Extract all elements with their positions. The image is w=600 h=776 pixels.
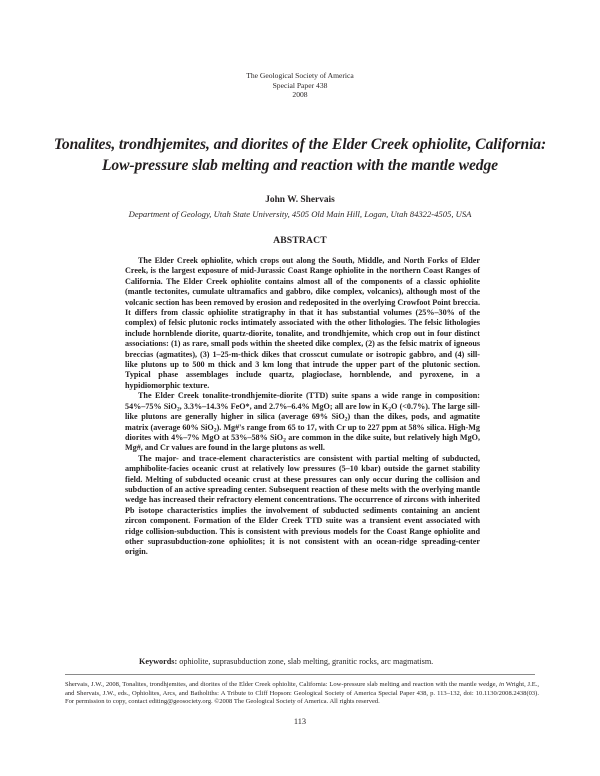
society-name: The Geological Society of America — [246, 71, 354, 80]
subscript: 2 — [283, 437, 286, 444]
abstract-heading: ABSTRACT — [273, 235, 327, 246]
abstract-body — [125, 256, 480, 558]
citation-footnote — [65, 681, 539, 707]
subscript: 2 — [344, 416, 348, 423]
subscript: 2 — [213, 427, 217, 433]
footer-divider — [65, 674, 535, 675]
abstract-p2-text: The Elder Creek tonalite-trondhjemite-diorite (TTD) suite spans a wide range in composition: 54%–75% SiO — [125, 391, 480, 411]
abstract-paragraph-1: The Elder Creek ophiolite, which crops out along the South, Middle, and North Forks of Elder Creek, is the largest exposure of mid-Jurassic Coast Range ophiolite in the northern Coast Ranges of California. The Elder Creek ophiolite contains almost all of the components of a classic ophiolite (mantle tectonites, cumulate ultramafics and gabbro, dike complex, volcanics), although most of the volcanic section has been removed by erosion and redeposited in the overlying Crowfoot Point breccia. It differs from classic ophiolite stratigraphy in that it has substantial volumes (25%–30% of the complex) of felsic plutonic rocks intimately associated with the other lithologies. The felsic lithologies include hornblende diorite, quartz-diorite, tonalite, and trondhjemite, which crop out in four distinct associations: (1) as rare, small pods within the sheeted dike complex, (2) as the felsic matrix of igneous breccias (agmatites), (3) 1–25-m-thick dikes that crosscut cumulate or isotropic gabbro, and (4) sill-like plutons up to 500 m thick and 3 km long that intrude the upper part of the plutonic section. Typical phase assemblages include quartz, plagioclase, hornblende, and pyroxene, in a hypidiomorphic texture. — [125, 256, 480, 390]
citation-part-1: Shervais, J.W., 2008, Tonalites, trondhjemites, and diorites of the Elder Creek ophiolite, California: Low-pressure slab melting and reaction with the mantle wedge, — [65, 681, 498, 688]
abstract-p2-text: ) than the dikes, pods, and agmatite matrix (average 60% SiO — [125, 412, 480, 432]
abstract-p2-text: , 3.3%–14.3% FeO*, and 2.7%–6.4% MgO; all are low in K — [179, 401, 389, 411]
series-name: Special Paper 438 — [272, 80, 328, 90]
citation-in: in — [499, 681, 505, 688]
author-affiliation: Department of Geology, Utah State University, 4505 Old Main Hill, Logan, Utah 84322-4505, USA — [128, 209, 472, 219]
series-year: 2008 — [292, 90, 308, 100]
keywords-label: Keywords: — [139, 657, 178, 666]
keywords — [139, 657, 489, 667]
abstract-p2-text: are common in the dike suite, but relatively high MgO, Mg#, and Cr values are found in the large plutons as well. — [125, 432, 480, 453]
page-number: 113 — [293, 717, 307, 726]
abstract-paragraph-3: The major- and trace-element characteristics are consistent with partial melting of subducted, amphibolite-facies oceanic crust at relatively low pressures (5–10 kbar) outside the garnet stability field. Melting of subducted oceanic crust at these pressures can only occur during the collision and subduction of an active spreading center. Subsequent reaction of these melts with the overlying mantle wedge has increased their refractory element concentrations. The occurrence of zircons with inherited Pb isotope characteristics implies the involvement of subducted sediments containing an ancient zircon component. Formation of the Elder Creek TTD suite was a transient event associated with ridge collision-subduction. This is consistent with previous models for the Coast Range ophiolite and other suprasubduction-zone ophiolites; it is not consistent with an ocean-ridge spreading-center origin. — [125, 453, 480, 557]
series-header — [0, 71, 600, 100]
paper-title: Tonalites, trondhjemites, and diorites of the Elder Creek ophiolite, California: Low-pressure slab melting and reaction with the mantle wedge — [53, 136, 547, 174]
abstract-p2-text: ). Mg#'s range from 65 to 17, with Cr up to 227 ppm at 58% silica. High-Mg diorites with 4%–7% MgO at 53%–58% SiO — [125, 422, 480, 442]
subscript: 2 — [388, 406, 392, 413]
keywords-text: ophiolite, suprasubduction zone, slab melting, granitic rocks, arc magmatism. — [179, 657, 434, 666]
subscript: 2 — [176, 406, 180, 413]
citation-part-2: Wright, J.E., and Shervais, J.W., eds., Ophiolites, Arcs, and Batholiths: A Tribute to Cliff Hopson: Geological Society of America Special Paper 438, p. 113–132, doi: 10.1130/2008.2438(03). For permission to copy, contact editing@geosociety.org. ©2008 The Geological Society of America. All rights reserved. — [65, 681, 540, 706]
abstract-p2-text: O (<0.7%). The large sill-like plutons are generally higher in silica (average 69% SiO — [125, 401, 480, 422]
abstract-paragraph-2 — [125, 391, 480, 453]
author-name: John W. Shervais — [265, 195, 335, 205]
